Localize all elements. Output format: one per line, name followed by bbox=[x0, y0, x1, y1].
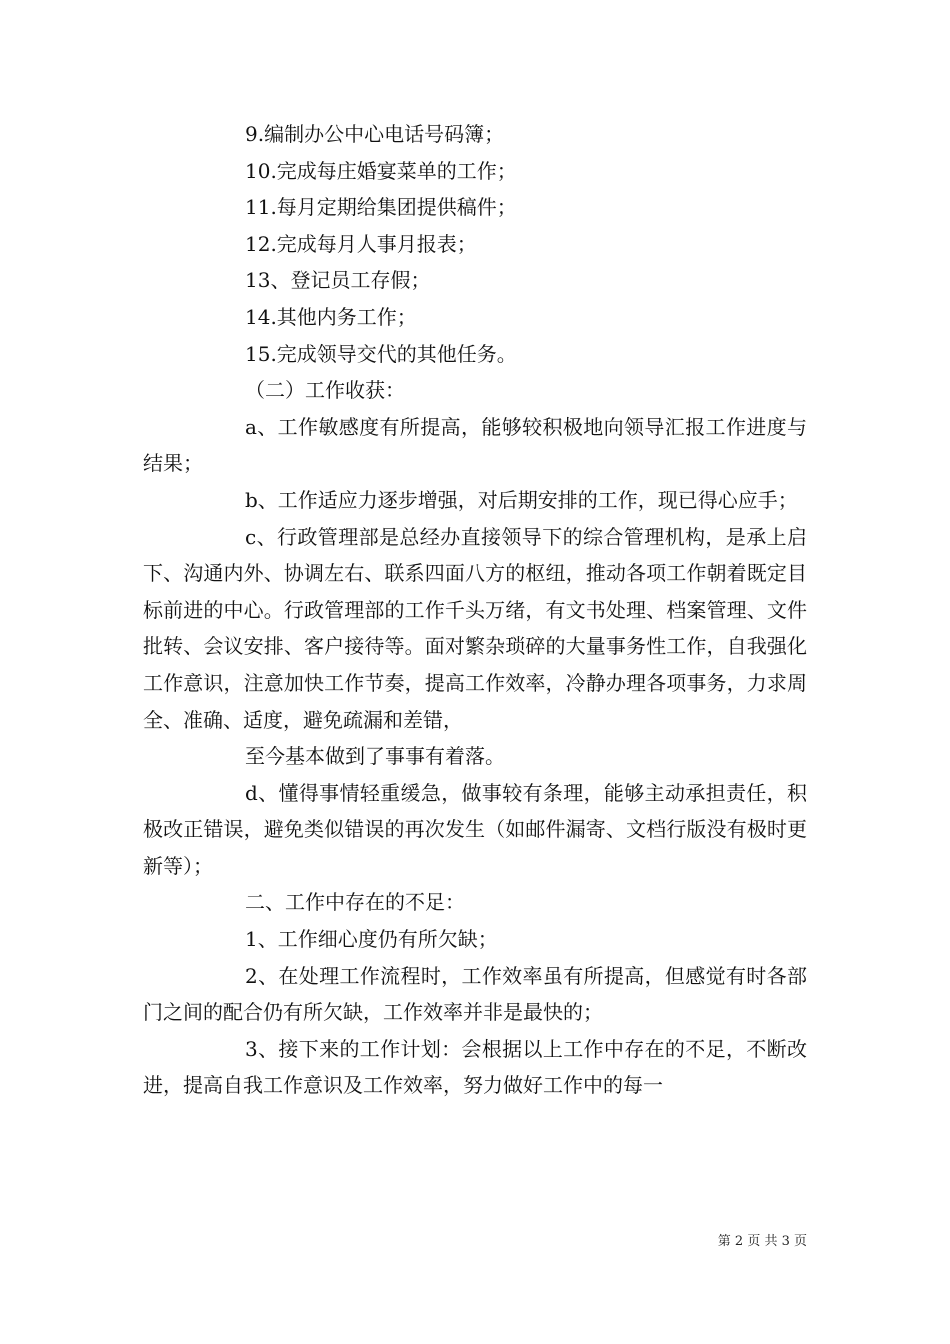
paragraph-c-continued: 至今基本做到了事事有着落。 bbox=[245, 744, 505, 769]
paragraph-c: c、行政管理部是总经办直接领导下的综合管理机构，是承上启下、沟通内外、协调左右、联系四面八方的枢纽，推动各项工作朝着既定目标前进的中心。行政管理部的工作千头万绪，有文书处理、档案管理、文件批转、会议安排、客户接待等。面对繁杂琐碎的大量事务性工作，自我强化工作意识，注意加快工作节奏，提高工作效率，冷静办理各项事务，力求周全、准确、适度，避免疏漏和差错， bbox=[143, 524, 807, 732]
paragraph-a: a、工作敏感度有所提高，能够较积极地向领导汇报工作进度与结果； bbox=[143, 414, 807, 476]
shortcoming-1: 1、工作细心度仍有所欠缺； bbox=[245, 927, 498, 952]
list-item: 9.编制办公中心电话号码簿； bbox=[245, 122, 505, 146]
section-heading-shortcomings: 二、工作中存在的不足： bbox=[245, 890, 465, 915]
paragraph-b: b、工作适应力逐步增强，对后期安排的工作，现已得心应手； bbox=[245, 487, 798, 512]
paragraph-d: d、懂得事情轻重缓急，做事较有条理，能够主动承担责任，积极改正错误，避免类似错误的再次发生（如邮件漏寄、文档行版没有极时更新等）； bbox=[143, 780, 807, 878]
list-item: 13、登记员工存假； bbox=[245, 268, 431, 293]
shortcoming-3: 3、接下来的工作计划：会根据以上工作中存在的不足，不断改进，提高自我工作意识及工作效率，努力做好工作中的每一 bbox=[143, 1036, 807, 1098]
list-item: 14.其他内务工作； bbox=[245, 304, 417, 329]
list-item: 15.完成领导交代的其他任务。 bbox=[245, 341, 517, 366]
list-item: 10.完成每庄婚宴菜单的工作； bbox=[245, 158, 517, 183]
list-item: 12.完成每月人事月报表； bbox=[245, 231, 477, 256]
document-body bbox=[143, 116, 807, 1104]
section-heading-harvest: （二）工作收获： bbox=[245, 378, 405, 403]
page-footer: 第 2 页 共 3 页 bbox=[717, 1234, 807, 1249]
shortcoming-2: 2、在处理工作流程时，工作效率虽有所提高，但感觉有时各部门之间的配合仍有所欠缺，工作效率并非是最快的； bbox=[143, 963, 807, 1025]
list-item: 11.每月定期给集团提供稿件； bbox=[245, 195, 517, 220]
